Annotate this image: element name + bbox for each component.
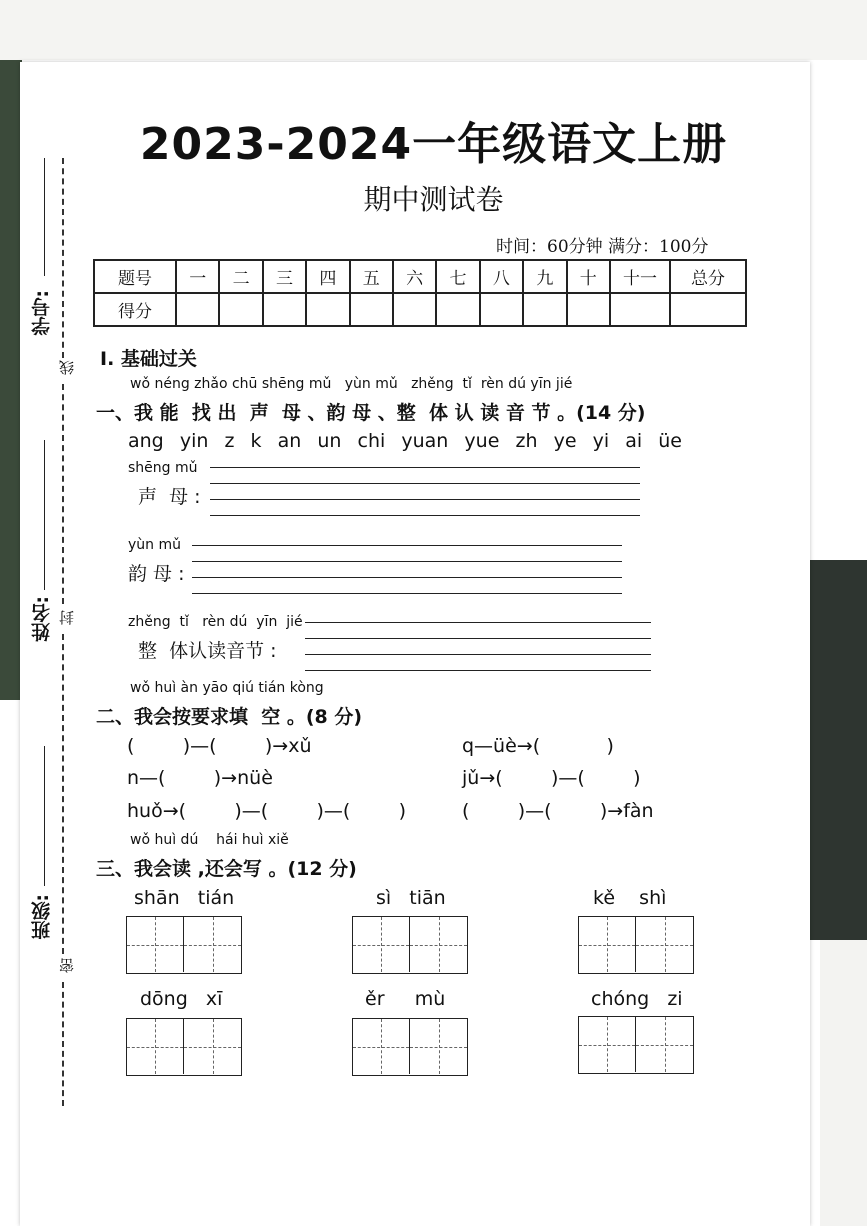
answer-line[interactable] bbox=[192, 593, 622, 594]
q2-item: n—( )→nüè bbox=[127, 767, 273, 789]
answer-line[interactable] bbox=[210, 515, 640, 516]
exam-subtitle: 期中测试卷 bbox=[363, 183, 504, 216]
zhengti-pinyin: zhěng tǐ rèn dú yīn jié bbox=[128, 614, 303, 630]
q3-word-pinyin: shān tián bbox=[134, 887, 235, 909]
answer-line[interactable] bbox=[192, 577, 622, 578]
answer-line[interactable] bbox=[210, 499, 640, 500]
score-table-cell: 八 bbox=[480, 260, 523, 293]
seal-dashed-line bbox=[62, 634, 64, 954]
score-cell-blank[interactable] bbox=[436, 293, 479, 326]
q3-word-pinyin: kě shì bbox=[593, 887, 667, 909]
q3-title: 三、我会读 ,还会写 。(12 分) bbox=[96, 858, 357, 880]
score-table-cell: 三 bbox=[263, 260, 306, 293]
score-table-cell: 九 bbox=[523, 260, 566, 293]
tianzige-writing-grid[interactable] bbox=[578, 916, 694, 974]
score-table-cell: 六 bbox=[393, 260, 436, 293]
score-table-cell: 总分 bbox=[670, 260, 746, 293]
score-cell-blank[interactable] bbox=[306, 293, 349, 326]
answer-line[interactable] bbox=[192, 561, 622, 562]
q2-title: 二、我会按要求填 空 。(8 分) bbox=[96, 706, 363, 728]
q3-word-pinyin: dōng xī bbox=[140, 988, 223, 1010]
score-table-cell: 十 bbox=[567, 260, 610, 293]
exam-title: 2023-2024一年级语文上册 bbox=[139, 119, 728, 170]
shengmu-label: 声 母 : bbox=[138, 486, 201, 508]
q2-item: huǒ→( )—( )—( ) bbox=[127, 800, 407, 822]
score-cell-blank[interactable] bbox=[523, 293, 566, 326]
seal-dashed-line bbox=[62, 384, 64, 604]
answer-line[interactable] bbox=[210, 467, 640, 468]
shengmu-pinyin: shēng mǔ bbox=[128, 460, 198, 476]
score-cell-blank[interactable] bbox=[567, 293, 610, 326]
q2-item: ( )—( )→xǔ bbox=[127, 735, 312, 757]
photo-background-right bbox=[800, 560, 867, 940]
score-cell-blank[interactable] bbox=[480, 293, 523, 326]
seal-dashed-line bbox=[62, 982, 64, 1106]
tianzige-writing-grid[interactable] bbox=[578, 1016, 694, 1074]
q2-item: jǔ→( )—( ) bbox=[462, 767, 641, 789]
score-table-cell: 一 bbox=[176, 260, 219, 293]
score-table-cell: 十一 bbox=[610, 260, 670, 293]
yunmu-pinyin: yùn mǔ bbox=[128, 537, 181, 553]
q1-title: 一、我 能 找 出 声 母 、韵 母 、整 体 认 读 音 节 。(14 分) bbox=[96, 402, 646, 424]
score-cell-blank[interactable] bbox=[393, 293, 436, 326]
score-table-cell: 五 bbox=[350, 260, 393, 293]
q1-pinyin: wǒ néng zhǎo chū shēng mǔ yùn mǔ zhěng tǐ rèn dú yīn jié bbox=[130, 376, 573, 392]
score-table-cell: 七 bbox=[436, 260, 479, 293]
score-table-cell: 得分 bbox=[94, 293, 176, 326]
yunmu-label: 韵 母 : bbox=[128, 563, 185, 585]
score-table-cell: 四 bbox=[306, 260, 349, 293]
answer-line[interactable] bbox=[305, 670, 651, 671]
answer-line[interactable] bbox=[305, 654, 651, 655]
photo-background-right-lower bbox=[820, 940, 867, 1226]
score-cell-blank[interactable] bbox=[176, 293, 219, 326]
score-cell-blank[interactable] bbox=[263, 293, 306, 326]
banji-blank-line bbox=[44, 746, 45, 886]
tianzige-writing-grid[interactable] bbox=[352, 916, 468, 974]
score-cell-blank[interactable] bbox=[610, 293, 670, 326]
answer-line[interactable] bbox=[305, 638, 651, 639]
score-table-cell: 题号 bbox=[94, 260, 176, 293]
score-cell-blank[interactable] bbox=[670, 293, 746, 326]
answer-line[interactable] bbox=[210, 483, 640, 484]
answer-line[interactable] bbox=[305, 622, 651, 623]
xingming-blank-line bbox=[44, 440, 45, 590]
score-table-header-row bbox=[94, 260, 746, 293]
score-table bbox=[93, 259, 747, 327]
seal-mark-xian: 线 bbox=[58, 360, 76, 375]
time-and-score-info: 时间：60分钟 满分：100分 bbox=[496, 237, 709, 257]
q3-word-pinyin: chóng zi bbox=[591, 988, 683, 1010]
tianzige-writing-grid[interactable] bbox=[352, 1018, 468, 1076]
answer-line[interactable] bbox=[192, 545, 622, 546]
tianzige-writing-grid[interactable] bbox=[126, 1018, 242, 1076]
tianzige-writing-grid[interactable] bbox=[126, 916, 242, 974]
q2-item: ( )—( )→fàn bbox=[462, 800, 654, 822]
q3-pinyin: wǒ huì dú hái huì xiě bbox=[130, 832, 289, 848]
score-cell-blank[interactable] bbox=[219, 293, 262, 326]
xingming-label: 姓名: bbox=[31, 596, 53, 642]
score-table-cell: 二 bbox=[219, 260, 262, 293]
xuehao-label: 学号: bbox=[31, 290, 53, 336]
seal-mark-mi: 密 bbox=[58, 958, 76, 973]
score-cell-blank[interactable] bbox=[350, 293, 393, 326]
banji-label: 班级: bbox=[31, 894, 53, 940]
q3-word-pinyin: ěr mù bbox=[365, 988, 446, 1010]
q3-word-pinyin: sì tiān bbox=[376, 887, 446, 909]
score-table-score-row bbox=[94, 293, 746, 326]
seal-mark-feng: 封 bbox=[58, 610, 76, 625]
photo-background-top bbox=[0, 0, 867, 60]
q2-item: q—üè→( ) bbox=[462, 735, 614, 757]
part-heading: Ⅰ. 基础过关 bbox=[100, 348, 197, 370]
zhengti-label: 整 体认读音节 : bbox=[138, 640, 277, 662]
q1-syllables: ang yin z k an un chi yuan yue zh ye yi ai üe bbox=[128, 430, 682, 452]
q2-pinyin: wǒ huì àn yāo qiú tián kòng bbox=[130, 680, 324, 696]
